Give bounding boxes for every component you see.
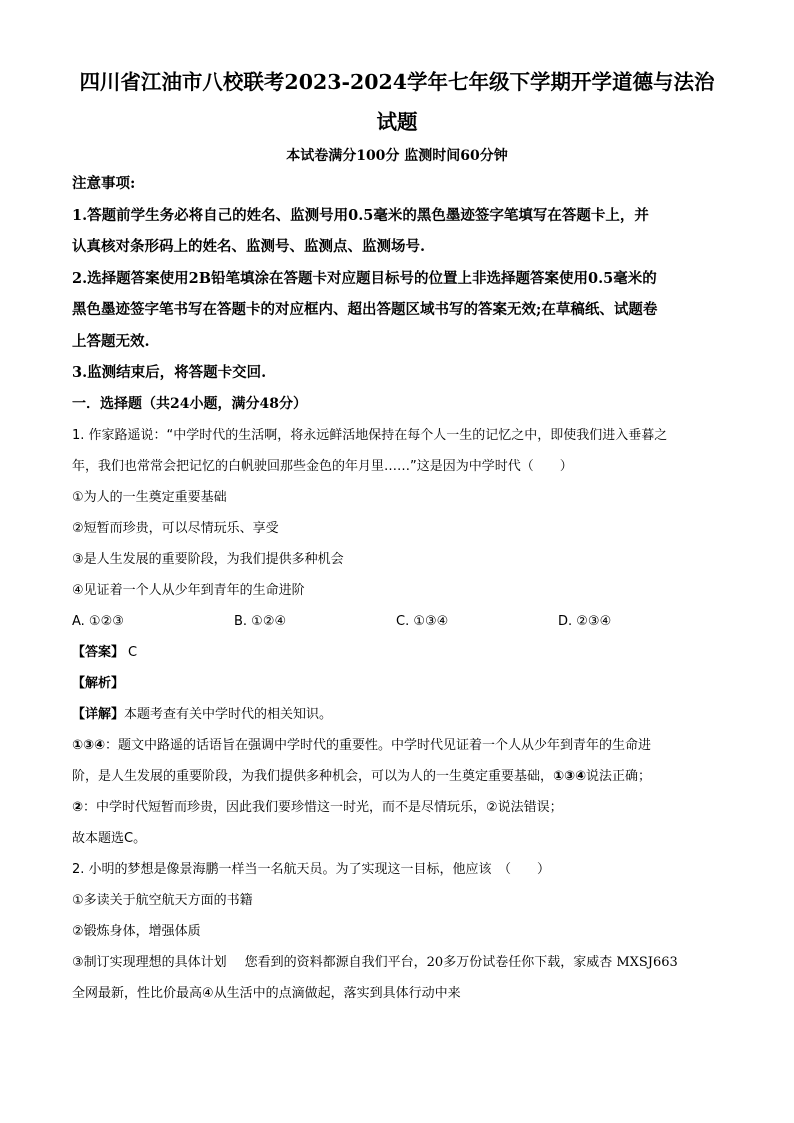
section-heading: 一．选择题（共24小题，满分48分） xyxy=(72,395,307,412)
detail-text: 本题考查有关中学时代的相关知识。 xyxy=(124,706,333,722)
q1-answer xyxy=(72,637,722,668)
explanation-mark: ①③④ xyxy=(72,737,106,753)
document-title xyxy=(72,62,722,142)
q1-explanation-1-line-1 xyxy=(72,730,722,761)
explanation-text: 阶，是人生发展的重要阶段，为我们提供多种机会，可以为人的一生奠定重要基础， xyxy=(72,768,554,784)
explanation-text: ：题文中路遥的话语旨在强调中学时代的重要性。中学时代见证着一个人从少年到青年的生命进 xyxy=(105,737,652,753)
q1-stem-line-1: 1. 作家路遥说：“中学时代的生活啊，将永远鲜活地保持在每个人一生的记忆之中，即使我们进入垂暮之 xyxy=(72,427,668,443)
q1-explanation-2 xyxy=(72,792,722,823)
notice-heading: 注意事项: xyxy=(72,175,136,192)
explanation-mark: ①③④ xyxy=(553,768,587,784)
q1-analysis xyxy=(72,668,722,699)
q1-option-d: D. ②③④ xyxy=(558,613,612,629)
title-line-2: 试题 xyxy=(376,110,418,134)
q1-option-b: B. ①②④ xyxy=(234,613,287,629)
notice-item-2-line-2: 黑色墨迹签字笔书写在答题卡的对应框内、超出答题区域书写的答案无效;在草稿纸、试题卷 xyxy=(72,301,658,318)
q1-stem-line-2: 年，我们也常常会把记忆的白帆驶回那些金色的年月里……”这是因为中学时代（ ） xyxy=(72,458,573,474)
analysis-tag: 【解析】 xyxy=(72,675,125,691)
watermark-text-line-1: 您看到的资料都源自我们平台，20多万份试卷任你下载，家威杏 MXSJ663 xyxy=(244,954,678,970)
q1-option-a: A. ①②③ xyxy=(72,613,124,629)
q1-explanation-1-line-2 xyxy=(72,761,722,792)
q1-statement-1: ①为人的一生奠定重要基础 xyxy=(72,489,227,505)
watermark-text-line-2: 全网最新，性比价最高 xyxy=(72,985,203,1001)
q2-statement-3: ③制订实现理想的具体计划 xyxy=(72,954,227,970)
q1-conclusion: 故本题选C。 xyxy=(72,830,147,846)
answer-tag: 【答案】 xyxy=(72,644,125,660)
notice-item-3-line-1: 3.监测结束后，将答题卡交回. xyxy=(72,364,267,381)
q2-statement-4: ④从生活中的点滴做起，落实到具体行动中来 xyxy=(202,985,461,1001)
q2-statement-3-row xyxy=(72,947,722,978)
q2-statement-4-row xyxy=(72,978,722,1009)
explanation-text: 说法正确； xyxy=(586,768,652,784)
q1-option-c: C. ①③④ xyxy=(396,613,449,629)
notice-section xyxy=(72,168,722,389)
detail-tag: 【详解】 xyxy=(72,706,125,722)
notice-item-2-line-1: 2.选择题答案使用2B铅笔填涂在答题卡对应题目标号的位置上非选择题答案使用0.5毫米的 xyxy=(72,269,657,287)
q2-statement-2: ②锻炼身体，增强体质 xyxy=(72,923,201,939)
answer-value: C xyxy=(128,644,138,660)
q2-stem: 2. 小明的梦想是像景海鹏一样当一名航天员。为了实现这一目标，他应该 （ ） xyxy=(72,861,551,877)
explanation-mark: ② xyxy=(72,799,84,815)
q1-statement-3: ③是人生发展的重要阶段，为我们提供多种机会 xyxy=(72,551,344,567)
notice-item-1-line-2: 认真核对条形码上的姓名、监测号、监测点、监测场号. xyxy=(72,238,426,255)
q1-statement-2: ②短暂而珍贵，可以尽情玩乐、享受 xyxy=(72,520,279,536)
q1-detail xyxy=(72,699,722,730)
q1-options xyxy=(72,606,722,637)
notice-item-1-line-1: 1.答题前学生务必将自己的姓名、监测号用0.5毫米的黑色墨迹签字笔填写在答题卡上，并 xyxy=(72,206,649,224)
question-2 xyxy=(72,854,722,1009)
notice-item-2-line-3: 上答题无效. xyxy=(72,332,150,350)
exam-info: 本试卷满分100分 监测时间60分钟 xyxy=(286,148,508,164)
title-line-1: 四川省江油市八校联考2023-2024学年七年级下学期开学道德与法治 xyxy=(79,70,715,94)
q2-statement-1: ①多读关于航空航天方面的书籍 xyxy=(72,892,253,908)
question-1 xyxy=(72,420,722,854)
q1-statement-4: ④见证着一个人从少年到青年的生命进阶 xyxy=(72,582,305,598)
document-page xyxy=(72,62,722,1009)
explanation-text: ：中学时代短暂而珍贵，因此我们要珍惜这一时光，而不是尽情玩乐，②说法错误； xyxy=(83,799,563,815)
